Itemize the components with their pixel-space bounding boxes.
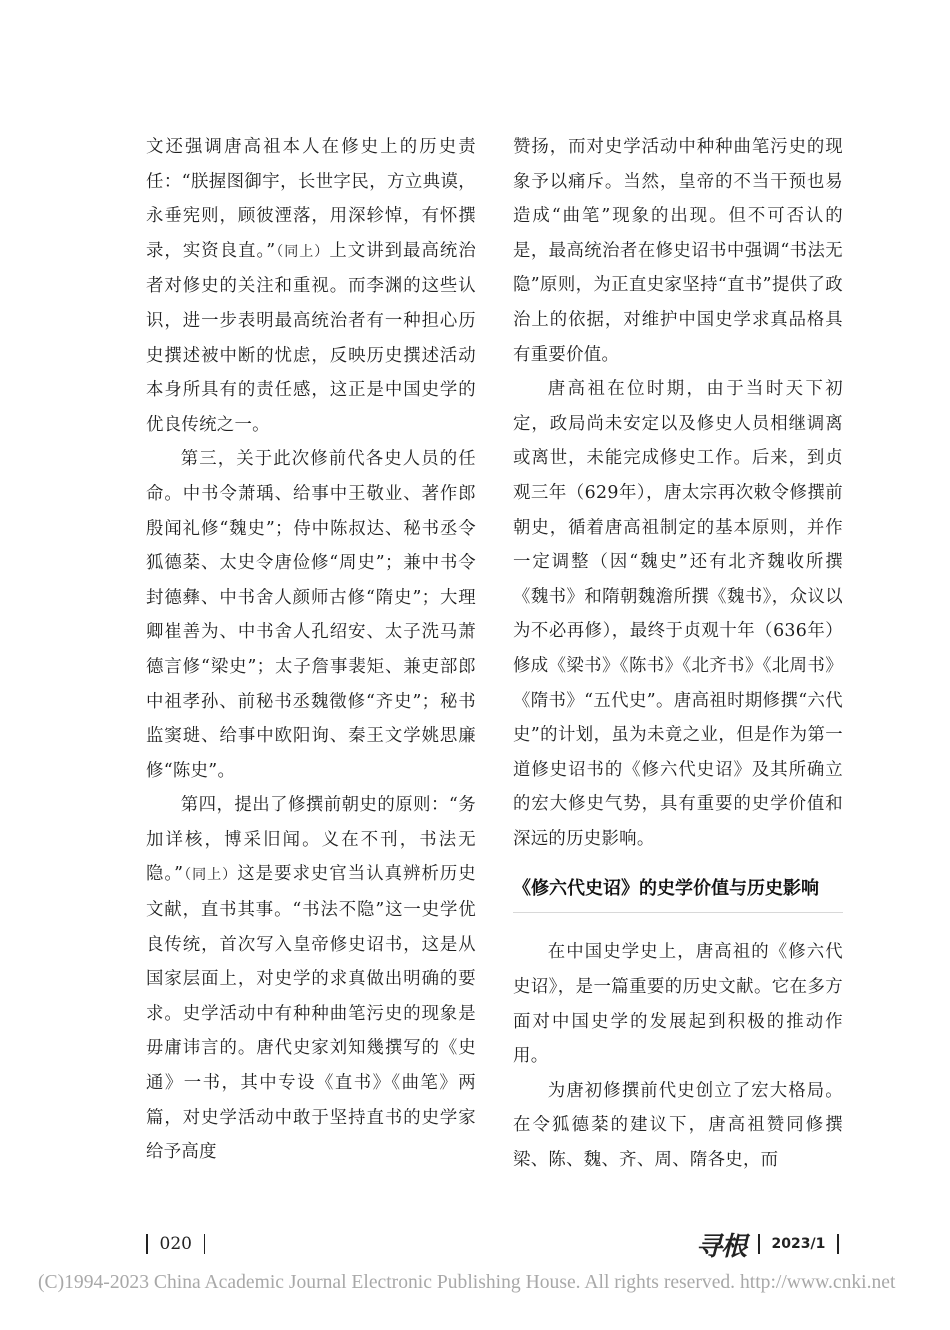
divider-bar (837, 1234, 839, 1254)
right-column (513, 130, 843, 1178)
footer-left (146, 1228, 217, 1260)
section-heading: 《修六代史诏》的史学价值与历史影响 (513, 868, 843, 913)
divider-bar (758, 1234, 760, 1254)
left-paragraph-3: 第四，提出了修撰前朝史的原则：“务加详核，博采旧闻。义在不刊，书法无隐。”（同上）这是要求史官当认真辨析历史文献，直书其事。“书法不隐”这一史学优良传统，首次写入皇帝修史诏书，这是从国家层面上，对史学的求真做出明确的要求。史学活动中有种种曲笔污史的现象是毋庸讳言的。唐代史家刘知幾撰写的《史通》一书，其中专设《直书》《曲笔》两篇，对史学活动中敢于坚持直书的史学家给予高度 (146, 795, 477, 1163)
copyright-notice: (C)1994-2023 China Academic Journal Electronic Publishing House. All rights reserved. http://www.cnki.net (38, 1272, 896, 1293)
journal-logo: 寻根 (696, 1231, 747, 1262)
right-paragraph-4: 为唐初修撰前代史创立了宏大格局。在令狐德棻的建议下，唐高祖赞同修撰梁、陈、魏、齐、周、隋各史，而 (513, 1080, 843, 1171)
left-column (146, 130, 476, 1170)
citation-same-source: （同上） (275, 243, 330, 260)
citation-same-source: （同上） (183, 867, 238, 884)
right-paragraph-3: 在中国史学史上，唐高祖的《修六代史诏》，是一篇重要的历史文献。它在多方面对中国史学的发展起到积极的推动作用。 (513, 942, 843, 1067)
page-number: 020 (159, 1234, 192, 1254)
left-paragraph-2: 第三，关于此次修前代各史人员的任命。中书令萧瑀、给事中王敬业、著作郎殷闻礼修“魏史”；侍中陈叔达、秘书丞令狐德棻、太史令唐俭修“周史”；兼中书令封德彝、中书舍人颜师古修“隋史”；大理卿崔善为、中书舍人孔绍安、太子洗马萧德言修“梁史”；太子詹事裴矩、兼吏部郎中祖孝孙、前秘书丞魏徵修“齐史”；秘书监窦琎、给事中欧阳询、秦王文学姚思廉修“陈史”。 (146, 449, 476, 781)
footer-right (696, 1228, 851, 1260)
right-paragraph-1: 赞扬，而对史学活动中种种曲笔污史的现象予以痛斥。当然，皇帝的不当干预也易造成“曲笔”现象的出现。但不可否认的是，最高统治者在修史诏书中强调“书法无隐”原则，为正直史家坚持“直书”提供了政治上的依据，对维护中国史学求真品格具有重要价值。 (513, 137, 843, 365)
left-paragraph-1: 文还强调唐高祖本人在修史上的历史责任：“朕握图御宇，长世字民，方立典谟，永垂宪则，顾彼湮落，用深轸悼，有怀撰录，实资良直。”（同上）上文讲到最高统治者对修史的关注和重视。而李渊的这些认识，进一步表明最高统治者有一种担心历史撰述被中断的忧虑，反映历史撰述活动本身所具有的责任感，这正是中国史学的优良传统之一。 (146, 137, 477, 435)
issue-number: 2023/1 (771, 1236, 826, 1252)
divider-bar (204, 1234, 206, 1254)
divider-bar (146, 1234, 148, 1254)
right-paragraph-2: 唐高祖在位时期，由于当时天下初定，政局尚未安定以及修史人员相继调离或离世，未能完成修史工作。后来，到贞观三年（629年），唐太宗再次敕令修撰前朝史，循着唐高祖制定的基本原则，并作一定调整（因“魏史”还有北齐魏收所撰《魏书》和隋朝魏澹所撰《魏书》，众议以为不必再修），最终于贞观十年（636年）修成《梁书》《陈书》《北齐书》《北周书》《隋书》“五代史”。唐高祖时期修撰“六代史”的计划，虽为未竟之业，但是作为第一道修史诏书的《修六代史诏》及其所确立的宏大修史气势，具有重要的史学价值和深远的历史影响。 (513, 379, 843, 849)
